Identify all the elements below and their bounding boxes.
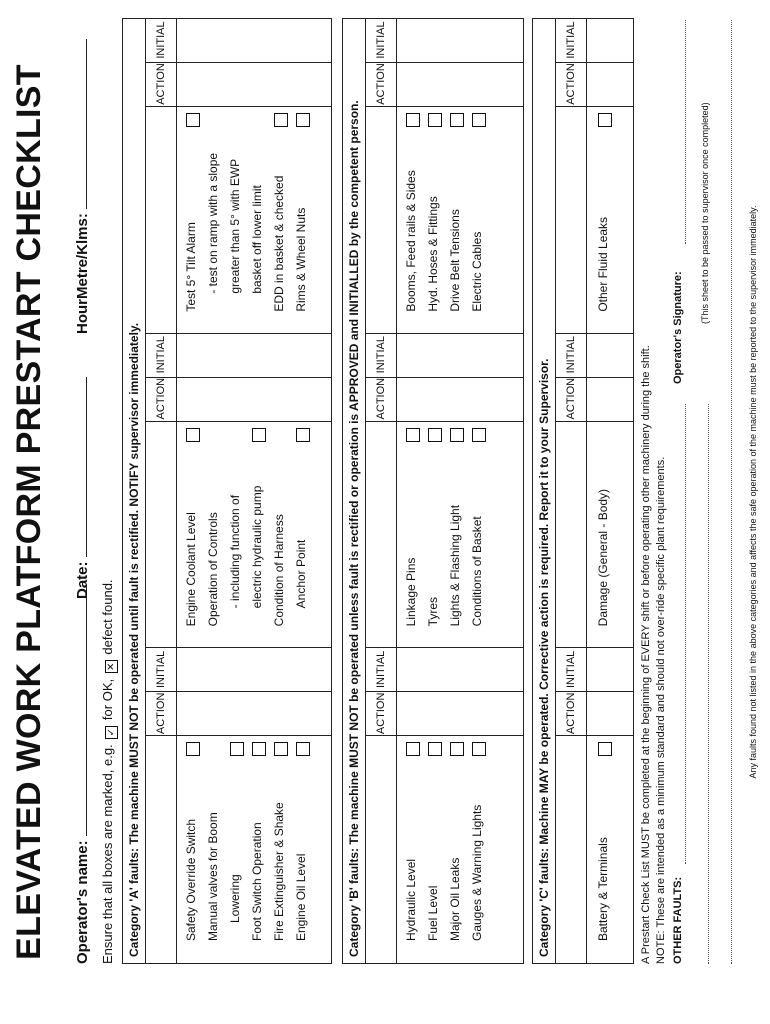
checklist-item: EDD in basket & checked <box>272 175 286 312</box>
checklist-item: Damage (General - Body) <box>596 488 610 627</box>
action-column-header: ACTION <box>556 377 587 422</box>
date-label: Date: <box>74 561 91 599</box>
checklist-item: Gauges & Warning Lights <box>470 804 484 941</box>
initial-column-header: INITIAL <box>366 333 397 378</box>
checkbox[interactable] <box>428 113 442 127</box>
checkbox[interactable] <box>450 428 464 442</box>
checklist-item: electric hydraulic pump <box>250 485 264 609</box>
checkbox[interactable] <box>296 742 310 756</box>
checklist-item: Rims & Wheel Nuts <box>294 207 308 312</box>
column-header-blank <box>146 736 177 963</box>
category-c-heading: Category 'C' faults: Machine MAY be operated. Corrective action is required. Report it to your Supervisor. <box>533 19 556 963</box>
ensure-defect-text: defect found. <box>100 579 115 655</box>
column-header-blank <box>556 106 587 334</box>
checkbox[interactable] <box>598 742 612 756</box>
other-faults-line-1[interactable] <box>684 404 686 864</box>
checkbox[interactable] <box>428 428 442 442</box>
checklist-item: Battery & Terminals <box>596 837 610 941</box>
action-column-header: ACTION <box>146 62 177 107</box>
checkbox[interactable] <box>406 742 420 756</box>
checkbox[interactable] <box>598 113 612 127</box>
other-faults-line-2[interactable] <box>707 404 709 964</box>
checklist-item: Foot Switch Operation <box>250 822 264 941</box>
checklist-item: Major Oil Leaks <box>448 857 462 941</box>
action-column-header: ACTION <box>366 62 397 107</box>
checklist-item: Drive Belt Tensions <box>448 209 462 312</box>
action-initial-divider <box>556 106 634 107</box>
category-b-section <box>342 18 524 964</box>
hourmetre-field[interactable] <box>72 39 91 334</box>
checklist-item: Engine Oil Level <box>294 853 308 941</box>
bottom-note: Any faults found not listed in the above categories and affects the safe operation of the machine must be reported to the supervisor immediately. <box>748 205 758 779</box>
checklist-item: Fuel Level <box>426 885 440 941</box>
action-initial-divider <box>146 421 332 422</box>
checkbox[interactable] <box>428 742 442 756</box>
defect-example-cross-icon: ✕ <box>105 660 118 673</box>
action-initial-divider <box>556 735 634 736</box>
checkbox[interactable] <box>472 742 486 756</box>
operator-name-line[interactable] <box>72 586 87 836</box>
operator-name-label: Operator's name: <box>74 840 91 964</box>
initial-column-header: INITIAL <box>146 647 177 692</box>
checklist-item: Safety Override Switch <box>184 818 198 941</box>
action-initial-divider <box>556 691 634 692</box>
checkbox[interactable] <box>186 742 200 756</box>
checkbox[interactable] <box>230 742 244 756</box>
column-header-blank <box>366 736 397 963</box>
action-initial-divider <box>366 691 524 692</box>
checkbox[interactable] <box>274 742 288 756</box>
checklist-item: Other Fluid Leaks <box>596 216 610 312</box>
checklist-item: Conditions of Basket <box>470 516 484 627</box>
action-initial-divider <box>366 62 524 63</box>
checklist-item: Engine Coolant Level <box>184 512 198 627</box>
checklist-item: - test on ramp with a slope <box>206 152 220 294</box>
checklist-item: Electric Cables <box>470 231 484 312</box>
checklist-item: Test 5° Tilt Alarm <box>184 222 198 312</box>
action-initial-divider <box>366 377 524 378</box>
ensure-prefix: Ensure that all boxes are marked, e.g. <box>100 744 115 964</box>
action-column-header: ACTION <box>556 691 587 736</box>
action-initial-divider <box>556 421 634 422</box>
checkbox[interactable] <box>296 113 310 127</box>
action-initial-divider <box>146 735 332 736</box>
category-b-body <box>366 19 524 963</box>
column-header-blank <box>146 106 177 334</box>
action-initial-divider <box>366 735 524 736</box>
initial-column-header: INITIAL <box>366 647 397 692</box>
checkbox[interactable] <box>472 113 486 127</box>
action-column-header: ACTION <box>146 377 177 422</box>
ensure-ok-text: for OK, <box>100 678 115 721</box>
operator-name-field[interactable] <box>72 586 91 964</box>
other-faults-label: OTHER FAULTS: <box>672 876 684 964</box>
initial-column-header: INITIAL <box>146 333 177 378</box>
date-line[interactable] <box>72 377 87 557</box>
checklist-item: Lowering <box>228 874 242 923</box>
date-field[interactable] <box>72 377 91 599</box>
action-initial-divider <box>366 421 524 422</box>
column-header-blank <box>366 421 397 649</box>
hourmetre-line[interactable] <box>72 39 87 209</box>
checkbox[interactable] <box>274 113 288 127</box>
column-header-blank <box>556 421 587 649</box>
checklist-item: Manual valves for Boom <box>206 812 220 941</box>
checklist-item: Linkage Pins <box>404 557 418 627</box>
instructions <box>100 579 118 964</box>
category-a-section <box>122 18 332 964</box>
checklist-item: Condition of Harness <box>272 514 286 627</box>
signature-label: Operator's Signature: <box>672 271 684 384</box>
checkbox[interactable] <box>186 428 200 442</box>
checkbox[interactable] <box>406 113 420 127</box>
column-header-blank <box>146 421 177 649</box>
action-initial-divider <box>556 377 634 378</box>
checklist-item: basket off lower limit <box>250 185 264 294</box>
other-faults-line-3[interactable] <box>730 20 732 964</box>
column-header-blank <box>366 106 397 334</box>
signature-line[interactable] <box>684 20 686 244</box>
category-b-heading: Category 'B' faults: The machine MUST NOT be operated unless fault is rectified or operation is APPROVED and INITIALLED by the competent person. <box>343 19 366 963</box>
checkbox[interactable] <box>186 113 200 127</box>
checkbox[interactable] <box>296 428 310 442</box>
category-a-heading: Category 'A' faults: The machine MUST NOT be operated until fault is rectified. NOTIFY supervisor immediately. <box>123 19 146 963</box>
initial-column-header: INITIAL <box>146 18 177 63</box>
checklist-item: greater than 5° with EWP <box>228 158 242 294</box>
page-title: ELEVATED WORK PLATFORM PRESTART CHECKLIST <box>10 64 48 960</box>
checklist-item: Operation of Controls <box>206 512 220 627</box>
initial-column-header: INITIAL <box>556 647 587 692</box>
action-column-header: ACTION <box>556 62 587 107</box>
checklist-item: Lights & Flashing Light <box>448 504 462 627</box>
checkbox[interactable] <box>252 428 266 442</box>
footer-note: NOTE: These are intended as a minimum standard and should not over-ride specific plant requirements. <box>655 456 667 964</box>
initial-column-header: INITIAL <box>556 333 587 378</box>
category-a-body <box>146 19 332 963</box>
checklist-item: Hydraulic Level <box>404 858 418 941</box>
action-column-header: ACTION <box>146 691 177 736</box>
checklist-item: Anchor Point <box>294 539 308 609</box>
checkbox[interactable] <box>472 428 486 442</box>
checklist-item: Tyres <box>426 597 440 627</box>
checklist-item: Hyd. Hoses & Fittings <box>426 196 440 312</box>
initial-column-header: INITIAL <box>556 18 587 63</box>
checkbox[interactable] <box>450 742 464 756</box>
pass-note: (This sheet to be passed to supervisor once completed) <box>700 102 710 324</box>
action-initial-divider <box>366 106 524 107</box>
category-c-body <box>556 19 634 963</box>
checklist-item: - including function of <box>228 494 242 609</box>
action-column-header: ACTION <box>366 377 397 422</box>
action-column-header: ACTION <box>366 691 397 736</box>
action-initial-divider <box>146 691 332 692</box>
ok-example-check-icon: ✓ <box>105 726 118 739</box>
action-initial-divider <box>146 62 332 63</box>
checkbox[interactable] <box>252 742 266 756</box>
action-initial-divider <box>556 62 634 63</box>
action-initial-divider <box>146 106 332 107</box>
checklist-item: Fire Extinguisher & Shake <box>272 802 286 941</box>
action-initial-divider <box>146 377 332 378</box>
checkbox[interactable] <box>450 113 464 127</box>
checkbox[interactable] <box>406 428 420 442</box>
category-c-section <box>532 18 634 964</box>
footer-line-1: A Prestart Check List MUST be completed at the beginning of EVERY shift or before operating other machinery during the shift. <box>640 345 652 964</box>
checklist-item: Booms, Feed rails & Sides <box>404 170 418 312</box>
column-header-blank <box>556 736 587 963</box>
initial-column-header: INITIAL <box>366 18 397 63</box>
hourmetre-label: HourMetre/Klms: <box>74 213 91 334</box>
